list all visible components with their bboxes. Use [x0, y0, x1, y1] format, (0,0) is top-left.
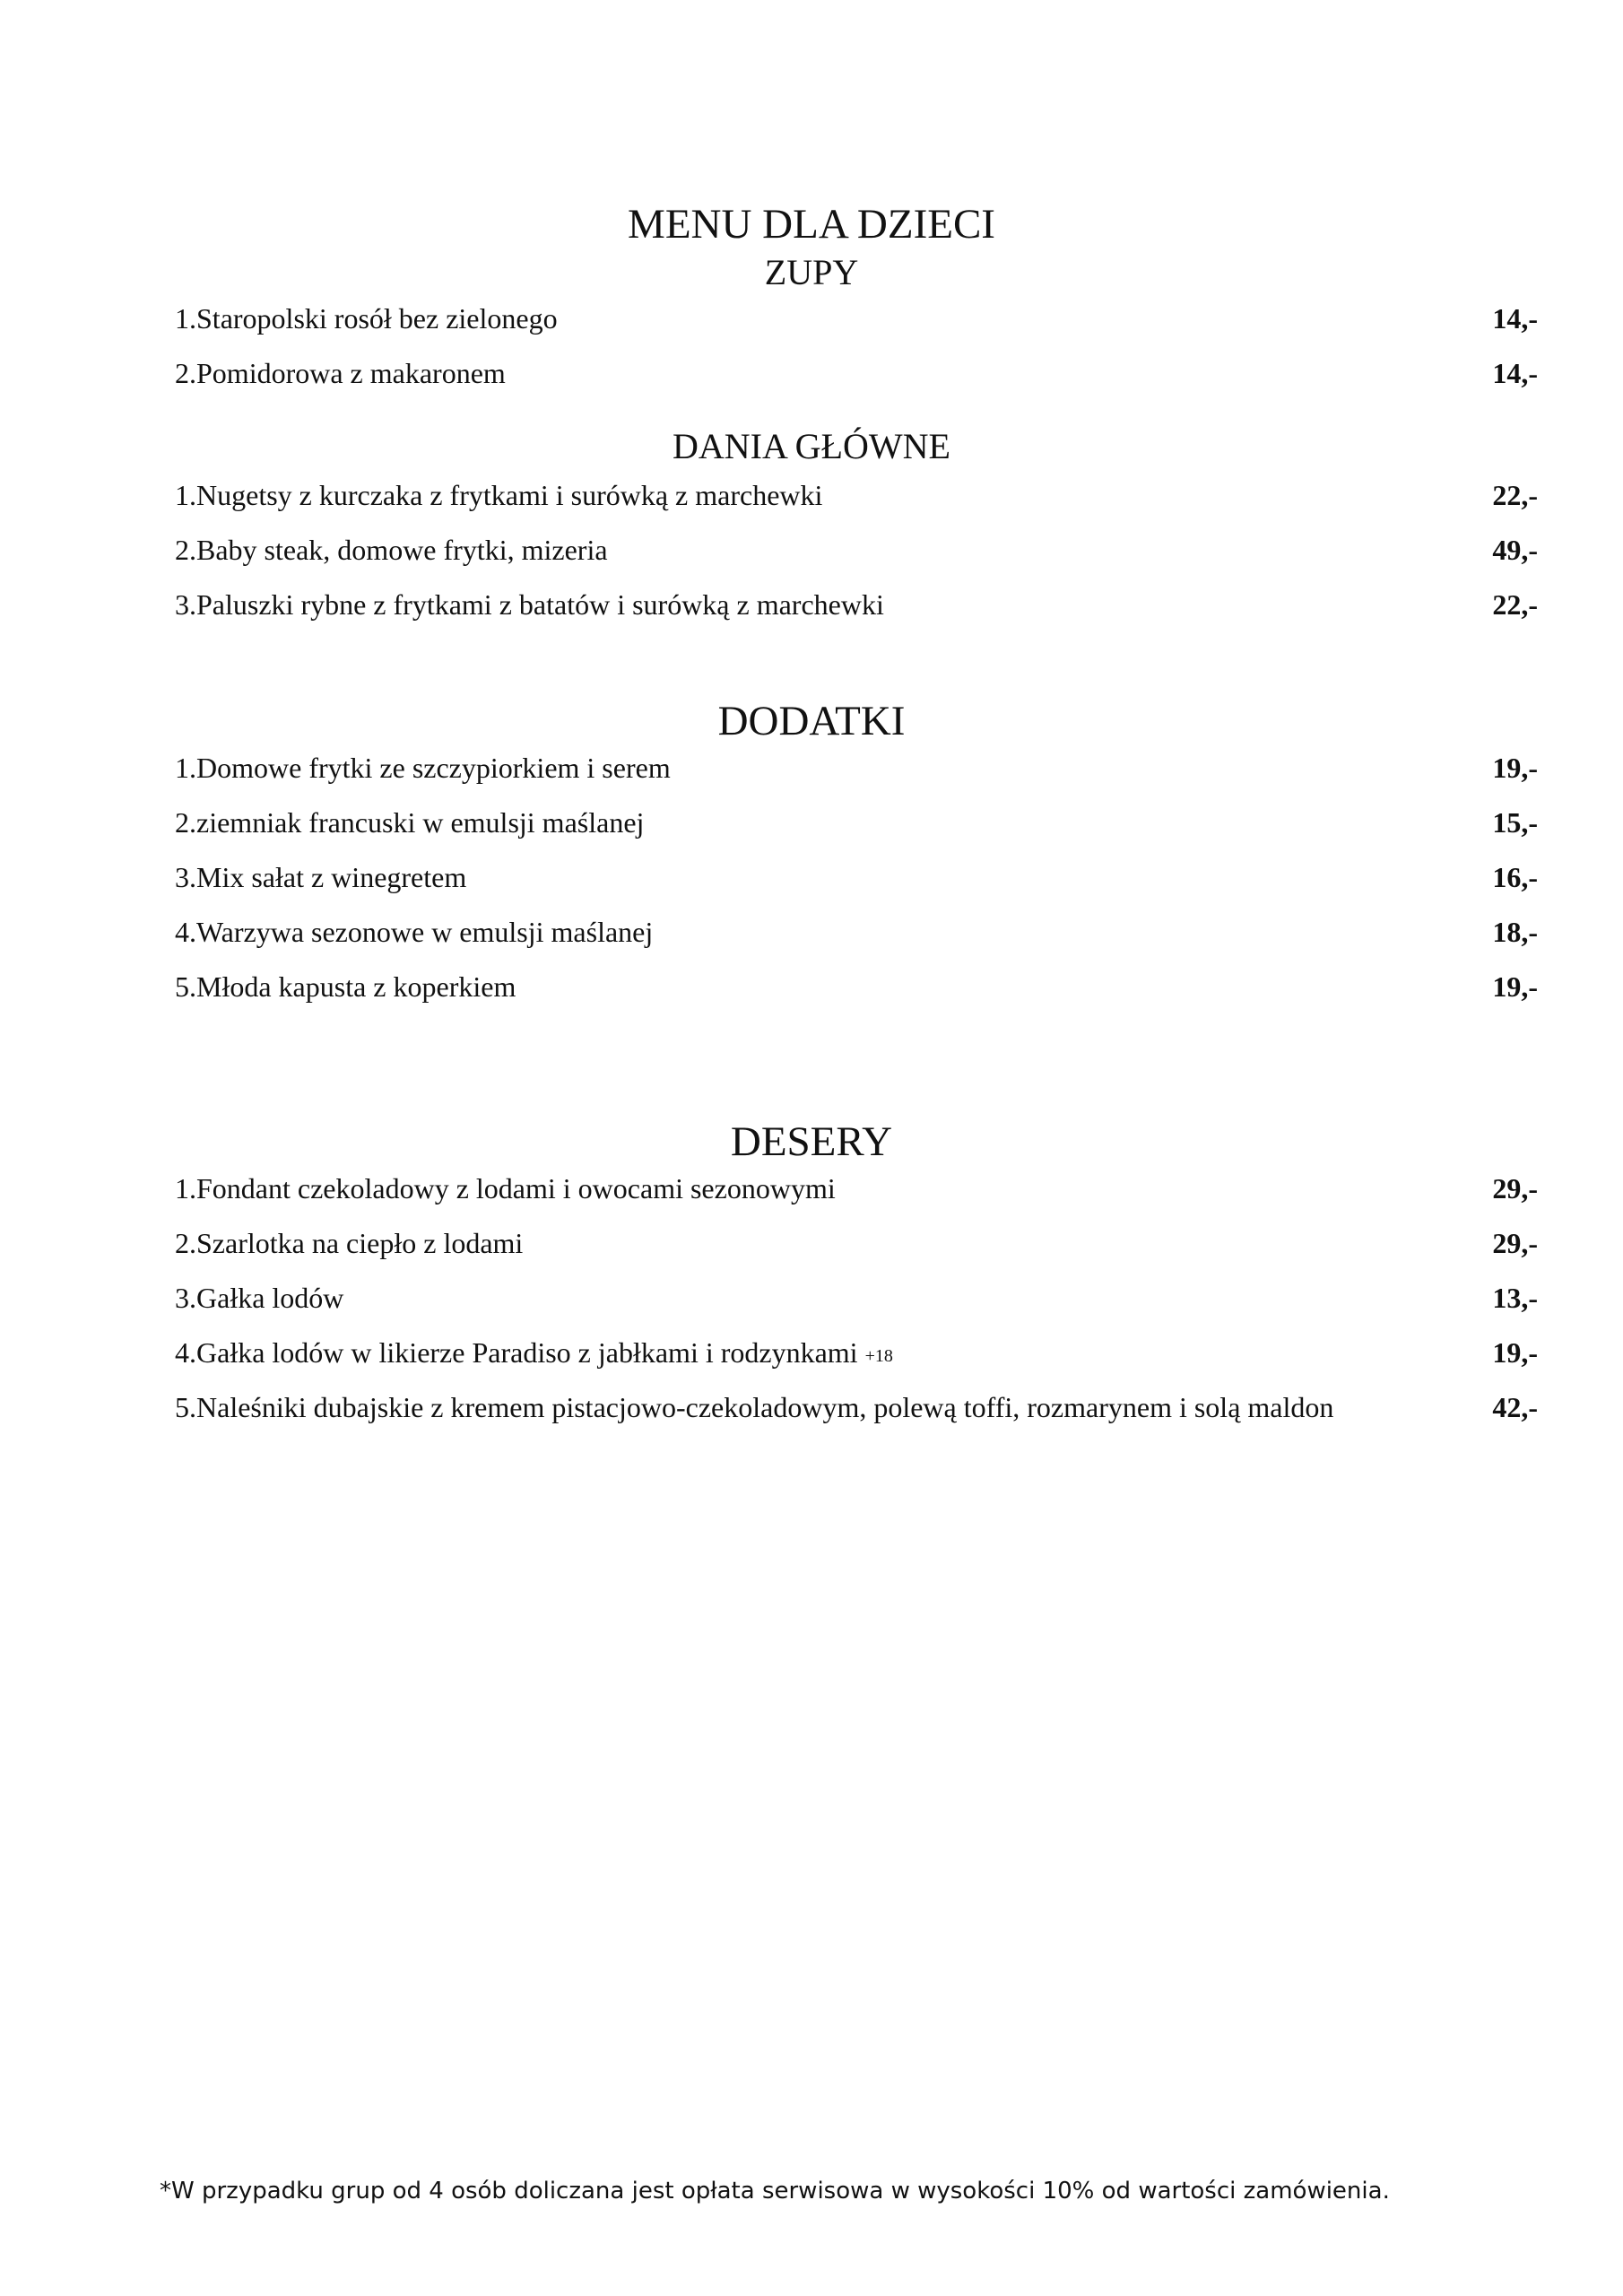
item-name-text: 4.Gałka lodów w likierze Paradiso z jabłkami i rodzynkami	[175, 1336, 858, 1369]
item-price: 19,-	[1492, 752, 1538, 784]
item-name: 1.Nugetsy z kurczaka z frytkami i surówką z marchewki	[175, 479, 823, 511]
list-item	[175, 587, 1538, 641]
list-item	[175, 1170, 1538, 1225]
item-price: 14,-	[1492, 357, 1538, 389]
item-name: 3.Gałka lodów	[175, 1282, 344, 1314]
item-price: 15,-	[1492, 806, 1538, 839]
item-name: 1.Domowe frytki ze szczypiorkiem i serem	[175, 752, 671, 784]
item-price: 49,-	[1492, 534, 1538, 566]
age-restriction-note: +18	[864, 1346, 893, 1366]
item-name: 1.Fondant czekoladowy z lodami i owocami sezonowymi	[175, 1172, 836, 1205]
section-title-dodatki: DODATKI	[717, 698, 906, 744]
item-price: 22,-	[1492, 588, 1538, 621]
list-item	[175, 1280, 1538, 1335]
item-price: 22,-	[1492, 479, 1538, 511]
list-item	[175, 355, 1538, 410]
item-price: 19,-	[1492, 1336, 1538, 1369]
list-item	[175, 914, 1538, 969]
item-name: 2.Pomidorowa z makaronem	[175, 357, 506, 389]
item-name: 2.Szarlotka na ciepło z lodami	[175, 1227, 524, 1259]
list-item	[175, 532, 1538, 587]
item-price: 42,-	[1492, 1391, 1538, 1423]
item-price: 18,-	[1492, 916, 1538, 948]
section-desery-list	[175, 1170, 1538, 1444]
item-price: 19,-	[1492, 970, 1538, 1003]
list-item	[175, 1389, 1538, 1444]
list-item	[175, 859, 1538, 914]
item-price: 29,-	[1492, 1172, 1538, 1205]
item-name: 5.Młoda kapusta z koperkiem	[175, 970, 516, 1003]
list-item	[175, 477, 1538, 532]
section-dania-glowne-list	[175, 477, 1538, 641]
item-price: 13,-	[1492, 1282, 1538, 1314]
item-name: 2.ziemniak francuski w emulsji maślanej	[175, 806, 645, 839]
list-item	[175, 1225, 1538, 1280]
item-name: 3.Paluszki rybne z frytkami z batatów i surówką z marchewki	[175, 588, 884, 621]
list-item	[175, 804, 1538, 859]
item-price: 29,-	[1492, 1227, 1538, 1259]
item-name: 4.Warzywa sezonowe w emulsji maślanej	[175, 916, 654, 948]
list-item	[175, 969, 1538, 1023]
section-title-desery: DESERY	[730, 1118, 893, 1165]
item-name: 1.Staropolski rosół bez zielonego	[175, 302, 558, 335]
item-price: 16,-	[1492, 861, 1538, 893]
item-price: 14,-	[1492, 302, 1538, 335]
item-name: 2.Baby steak, domowe frytki, mizeria	[175, 534, 608, 566]
item-name: 5.Naleśniki dubajskie z kremem pistacjowo-czekoladowym, polewą toffi, rozmarynem i solą maldon	[175, 1391, 1334, 1423]
section-title-dania-glowne: DANIA GŁÓWNE	[673, 426, 950, 466]
list-item	[175, 1335, 1538, 1389]
section-title-zupy: ZUPY	[764, 252, 859, 292]
section-dodatki-list	[175, 750, 1538, 1023]
list-item	[175, 300, 1538, 355]
service-fee-note: *W przypadku grup od 4 osób doliczana jest opłata serwisowa w wysokości 10% od wartości zamówienia.	[160, 2178, 1390, 2205]
item-name	[175, 1335, 893, 1374]
item-name: 3.Mix sałat z winegretem	[175, 861, 467, 893]
list-item	[175, 750, 1538, 804]
page-title: MENU DLA DZIECI	[628, 201, 995, 248]
section-zupy-list	[175, 300, 1538, 410]
